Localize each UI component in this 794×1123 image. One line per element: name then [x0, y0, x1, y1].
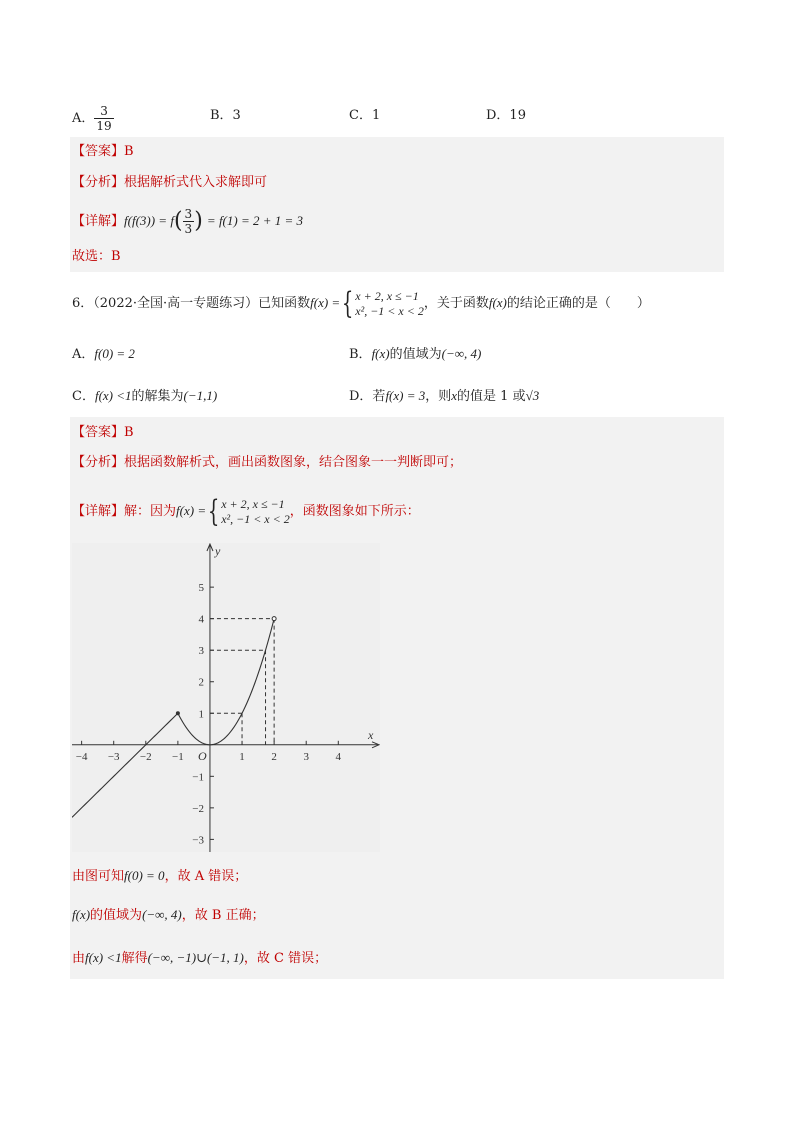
y-tick-label: 5	[198, 582, 204, 595]
q5-option-a-fraction	[94, 104, 113, 133]
conclusion-text: ，故 C 错误；	[243, 951, 328, 966]
option-label: A．	[72, 347, 95, 362]
piecewise-cases	[221, 497, 290, 527]
x-tick-label: 3	[303, 750, 309, 763]
x-tick-label: 1	[239, 750, 245, 763]
y-tick-label: 4	[198, 613, 204, 626]
conclusion-math: f(x) <1	[85, 950, 122, 965]
q5-option-a	[72, 104, 114, 133]
answer-value: B	[124, 144, 134, 159]
conclusion-text: 的值域为	[90, 908, 143, 923]
case-1: x + 2, x ≤ −1	[221, 496, 285, 511]
piecewise-cases	[355, 289, 424, 319]
q6-conclusion-c	[72, 948, 327, 969]
detail-math-left: f(f(3)) = f	[124, 213, 174, 228]
y-tick-label: 1	[198, 708, 204, 721]
conclusion-text: ，故 A 错误；	[164, 869, 248, 884]
q6-suffix-fx: f(x)	[488, 295, 507, 310]
q6-conclusion-b	[72, 905, 265, 926]
option-math: f(x) <1	[94, 388, 132, 403]
q6-fx: f(x) =	[310, 295, 341, 310]
origin-label: O	[197, 748, 207, 763]
q6-option-d	[349, 386, 539, 407]
option-math: f(x)	[371, 346, 390, 361]
conclusion-math: f(0) = 0	[124, 868, 165, 883]
x-axis-label: x	[368, 727, 374, 742]
option-math: (−∞, 4)	[441, 346, 482, 361]
analysis-text: 根据解析式代入求解即可	[124, 175, 268, 190]
q5-detail-line	[72, 207, 303, 236]
case-2: x², −1 < x < 2	[221, 511, 290, 526]
q6-analysis-line	[72, 453, 462, 473]
q6-suffix-b: 的结论正确的是（ ）	[506, 296, 650, 311]
detail-text-2: ，函数图象如下所示：	[289, 504, 420, 519]
q5-option-d: D．19	[486, 108, 526, 123]
answer-tag: 【答案】	[72, 425, 125, 440]
left-brace: {	[207, 493, 220, 529]
left-brace: {	[342, 285, 354, 321]
q6-option-b	[349, 344, 481, 365]
option-label: D．若	[349, 389, 386, 404]
detail-tag: 【详解】	[72, 504, 125, 519]
q6-option-a	[72, 344, 135, 365]
q6-option-c	[72, 386, 217, 407]
option-text: 的值是 1 或	[457, 389, 526, 404]
function-graph	[72, 543, 380, 852]
option-math: f(0) = 2	[94, 346, 135, 361]
q5-option-a-label: A．	[72, 111, 95, 126]
x-tick-label: −2	[139, 750, 152, 763]
answer-tag: 【答案】	[72, 144, 125, 159]
option-math: (−1,1)	[183, 388, 218, 403]
fraction-numerator: 3	[94, 104, 113, 119]
detail-fraction	[183, 207, 195, 236]
option-math: √3	[525, 388, 540, 403]
conclusion-math: (−∞, 4)	[142, 907, 182, 922]
function-curve	[178, 619, 274, 745]
open-endpoint	[272, 617, 276, 621]
graph-svg	[72, 543, 380, 852]
paren-open: (	[173, 208, 183, 234]
detail-tag: 【详解】	[72, 214, 125, 229]
q6-conclusion-a	[72, 866, 247, 887]
x-tick-label: 4	[335, 750, 342, 763]
detail-text-1: 解：因为	[124, 504, 177, 519]
conclusion-text: ，故 B 正确；	[181, 908, 265, 923]
option-text: 的解集为	[131, 389, 184, 404]
analysis-text: 根据函数解析式，画出函数图象，结合图象一一判断即可；	[124, 455, 463, 470]
q5-analysis-line	[72, 173, 267, 193]
y-tick-label: −2	[192, 802, 204, 815]
conclusion-text: 解得	[121, 951, 148, 966]
option-label: C．	[72, 389, 95, 404]
detail-fx: f(x) =	[176, 503, 207, 518]
conclusion-math: f(x)	[72, 907, 91, 922]
q5-option-b: B．3	[210, 108, 241, 123]
q5-option-c: C．1	[349, 108, 381, 123]
analysis-tag: 【分析】	[72, 455, 125, 470]
y-axis-label: y	[214, 544, 221, 558]
fraction-denominator: 19	[96, 119, 112, 133]
paren-close: )	[194, 208, 203, 234]
x-tick-label: −1	[172, 750, 184, 763]
q6-detail-line	[72, 494, 420, 529]
fraction-denominator: 3	[184, 222, 193, 236]
q5-choice: 故选：B	[72, 249, 121, 264]
q6-answer-line	[72, 423, 134, 443]
y-tick-label: 2	[198, 676, 204, 689]
conclusion-math: (−∞, −1)∪(−1, 1)	[147, 950, 244, 965]
option-label: B．	[349, 347, 372, 362]
fraction-numerator: 3	[184, 207, 193, 221]
y-tick-label: −3	[192, 834, 204, 847]
option-math: f(x) = 3	[385, 388, 426, 403]
y-tick-label: 3	[198, 645, 204, 658]
q6-prefix: 6．（2022·全国·高一专题练习）已知函数	[72, 296, 311, 311]
option-math: x	[451, 388, 458, 403]
conclusion-text: 由	[72, 951, 86, 966]
q5-answer-block	[70, 137, 724, 272]
case-2: x², −1 < x < 2	[355, 303, 424, 318]
q6-stem	[72, 286, 650, 321]
function-curve	[72, 713, 178, 817]
q5-answer-line	[72, 142, 134, 162]
detail-math-right: = f(1) = 2 + 1 = 3	[206, 213, 304, 228]
closed-endpoint	[176, 711, 180, 715]
analysis-tag: 【分析】	[72, 175, 125, 190]
x-tick-label: −4	[75, 750, 88, 763]
y-tick-label: −1	[192, 771, 204, 784]
x-tick-label: −3	[107, 750, 120, 763]
option-text: ，则	[425, 389, 452, 404]
q6-suffix-a: ，关于函数	[423, 296, 489, 311]
answer-value: B	[124, 425, 134, 440]
case-1: x + 2, x ≤ −1	[355, 288, 419, 303]
x-tick-label: 2	[271, 750, 277, 763]
conclusion-text: 由图可知	[72, 869, 125, 884]
option-text: 的值域为	[389, 347, 442, 362]
